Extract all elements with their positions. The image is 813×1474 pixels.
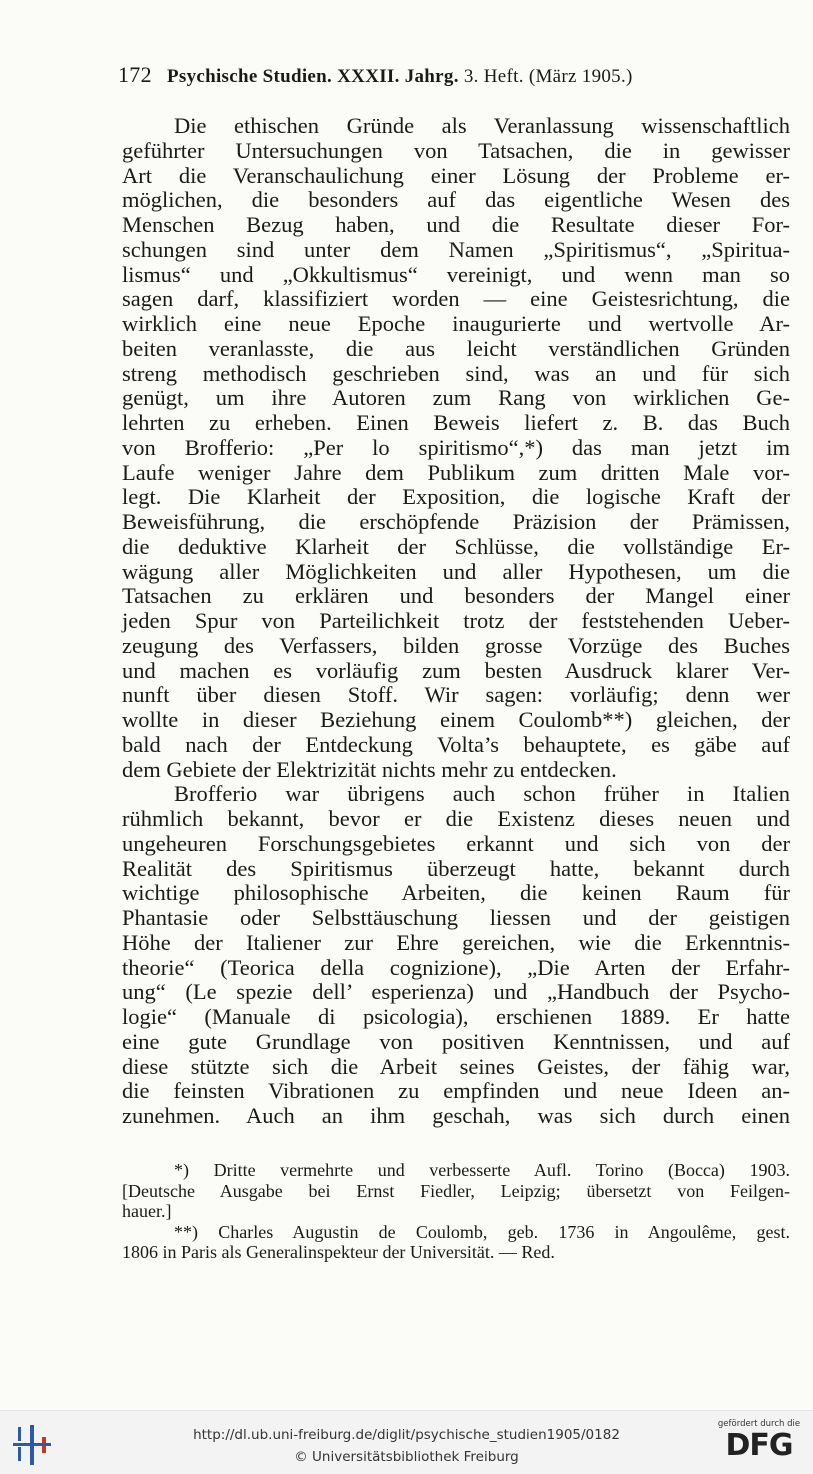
text-line: theorie“ (Teorica della cognizione), „Die Arten der Erfahr- bbox=[122, 954, 790, 980]
text-line: Tatsachen zu erklären und besonders der Mangel einer bbox=[122, 583, 790, 609]
copyright-notice: © Universitätsbibliothek Freiburg bbox=[294, 1449, 519, 1465]
text-line: die feinsten Vibrationen zu empfinden und neue Ideen an- bbox=[122, 1078, 790, 1104]
text-line: Art die Veranschaulichung einer Lösung der Probleme er- bbox=[122, 162, 790, 188]
text-line: die deduktive Klarheit der Schlüsse, die vollständige Er- bbox=[122, 533, 790, 559]
text-line: dem Gebiete der Elektrizität nichts mehr zu entdecken. bbox=[122, 756, 617, 782]
text-line: beiten veranlasste, die aus leicht verständlichen Gründen bbox=[122, 335, 790, 361]
text-line: streng methodisch geschrieben sind, was an und für sich bbox=[122, 360, 790, 386]
text-line: eine gute Grundlage von positiven Kenntnissen, und auf bbox=[122, 1028, 790, 1054]
text-line: Die ethischen Gründe als Veranlassung wissenschaftlich bbox=[174, 113, 790, 138]
text-line: wägung aller Möglichkeiten und aller Hypothesen, um die bbox=[122, 558, 790, 584]
text-line: möglichen, die besonders auf das eigentliche Wesen des bbox=[122, 187, 790, 213]
text-line: bald nach der Entdeckung Volta’s behauptete, es gäbe auf bbox=[122, 731, 790, 757]
dfg-logo-text: DFG bbox=[725, 1428, 793, 1463]
text-line: ungeheuren Forschungsgebietes erkannt und sich von der bbox=[122, 830, 790, 856]
issue-label: 3. Heft. bbox=[463, 66, 524, 87]
text-line: von Brofferio: „Per lo spiritismo“,*) das man jetzt im bbox=[122, 434, 790, 460]
footnote-line: 1806 in Paris als Generalinspekteur der Universität. — Red. bbox=[122, 1242, 555, 1262]
text-line: sagen darf, klassifiziert worden — eine Geistesrichtung, die bbox=[122, 286, 790, 312]
text-line: lehrten zu erheben. Einen Beweis liefert z. B. das Buch bbox=[122, 410, 790, 435]
issue-date: (März 1905.) bbox=[528, 66, 633, 87]
footnote-line: *) Dritte vermehrte und verbesserte Aufl. Torino (Bocca) 1903. bbox=[174, 1160, 790, 1180]
text-line: genügt, um ihre Autoren zum Rang von wirklichen Ge- bbox=[122, 385, 790, 411]
dfg-sponsor-logo[interactable] bbox=[715, 1419, 803, 1469]
text-line: Phantasie oder Selbsttäuschung liessen und der geistigen bbox=[122, 905, 790, 930]
footnote-line: [Deutsche Ausgabe bei Ernst Fiedler, Leipzig; übersetzt von Feilgen- bbox=[122, 1180, 790, 1201]
text-line: Brofferio war übrigens auch schon früher in Italien bbox=[174, 781, 790, 807]
journal-title: Psychische Studien. bbox=[166, 66, 333, 87]
permalink-url[interactable]: http://dl.ub.uni-freiburg.de/diglit/psychische_studien1905/0182 bbox=[193, 1427, 620, 1443]
text-line: ung“ (Le spezie dell’ esperienza) und „Handbuch der Psycho- bbox=[122, 979, 790, 1005]
text-line: zunehmen. Auch an ihm geschah, was sich durch einen bbox=[122, 1103, 790, 1128]
footnote-line: **) Charles Augustin de Coulomb, geb. 1736 in Angoulême, gest. bbox=[174, 1221, 790, 1242]
text-line: schungen sind unter dem Namen „Spiritismus“, „Spiritua- bbox=[122, 236, 790, 262]
text-line: rühmlich bekannt, bevor er die Existenz dieses neuen und bbox=[122, 806, 790, 831]
text-line: lismus“ und „Okkultismus“ vereinigt, und wenn man so bbox=[122, 261, 790, 287]
text-line: nunft über diesen Stoff. Wir sagen: vorläufig; denn wer bbox=[122, 682, 790, 708]
body-text bbox=[122, 114, 790, 1129]
text-line: und machen es vorläufig zum besten Ausdruck klarer Ver- bbox=[122, 657, 790, 683]
text-line: Laufe weniger Jahre dem Publikum zum dritten Male vor- bbox=[122, 459, 790, 485]
text-line: jeden Spur von Parteilichkeit trotz der feststehenden Ueber- bbox=[122, 608, 790, 633]
footnotes bbox=[122, 1160, 790, 1263]
text-line: wollte in dieser Beziehung einem Coulomb**) gleichen, der bbox=[122, 707, 790, 732]
text-line: zeugung des Verfassers, bilden grosse Vorzüge des Buches bbox=[122, 632, 790, 658]
page-number: 172 bbox=[118, 62, 152, 87]
sponsor-caption: gefördert durch die bbox=[717, 1419, 801, 1429]
text-line: Beweisführung, die erschöpfende Präzision der Prämissen, bbox=[122, 509, 790, 534]
text-line: diese stützte sich die Arbeit seines Geistes, der fähig war, bbox=[122, 1053, 790, 1079]
text-line: wichtige philosophische Arbeiten, die keinen Raum für bbox=[122, 880, 790, 906]
running-header bbox=[118, 62, 790, 88]
viewer-footer bbox=[0, 1410, 813, 1474]
text-line: logie“ (Manuale di psicologia), erschienen 1889. Er hatte bbox=[122, 1004, 790, 1029]
text-line: wirklich eine neue Epoche inaugurierte und wertvolle Ar- bbox=[122, 311, 790, 336]
text-line: Menschen Bezug haben, und die Resultate dieser For- bbox=[122, 212, 790, 237]
text-line: Höhe der Italiener zur Ehre gereichen, wie die Erkenntnis- bbox=[122, 929, 790, 955]
text-line: Realität des Spiritismus überzeugt hatte, bekannt durch bbox=[122, 855, 790, 881]
footnote-line: hauer.] bbox=[122, 1201, 172, 1221]
text-line: legt. Die Klarheit der Exposition, die logische Kraft der bbox=[122, 484, 790, 510]
volume-label: XXXII. Jahrg. bbox=[337, 66, 459, 87]
text-line: geführter Untersuchungen von Tatsachen, die in gewisser bbox=[122, 137, 790, 163]
